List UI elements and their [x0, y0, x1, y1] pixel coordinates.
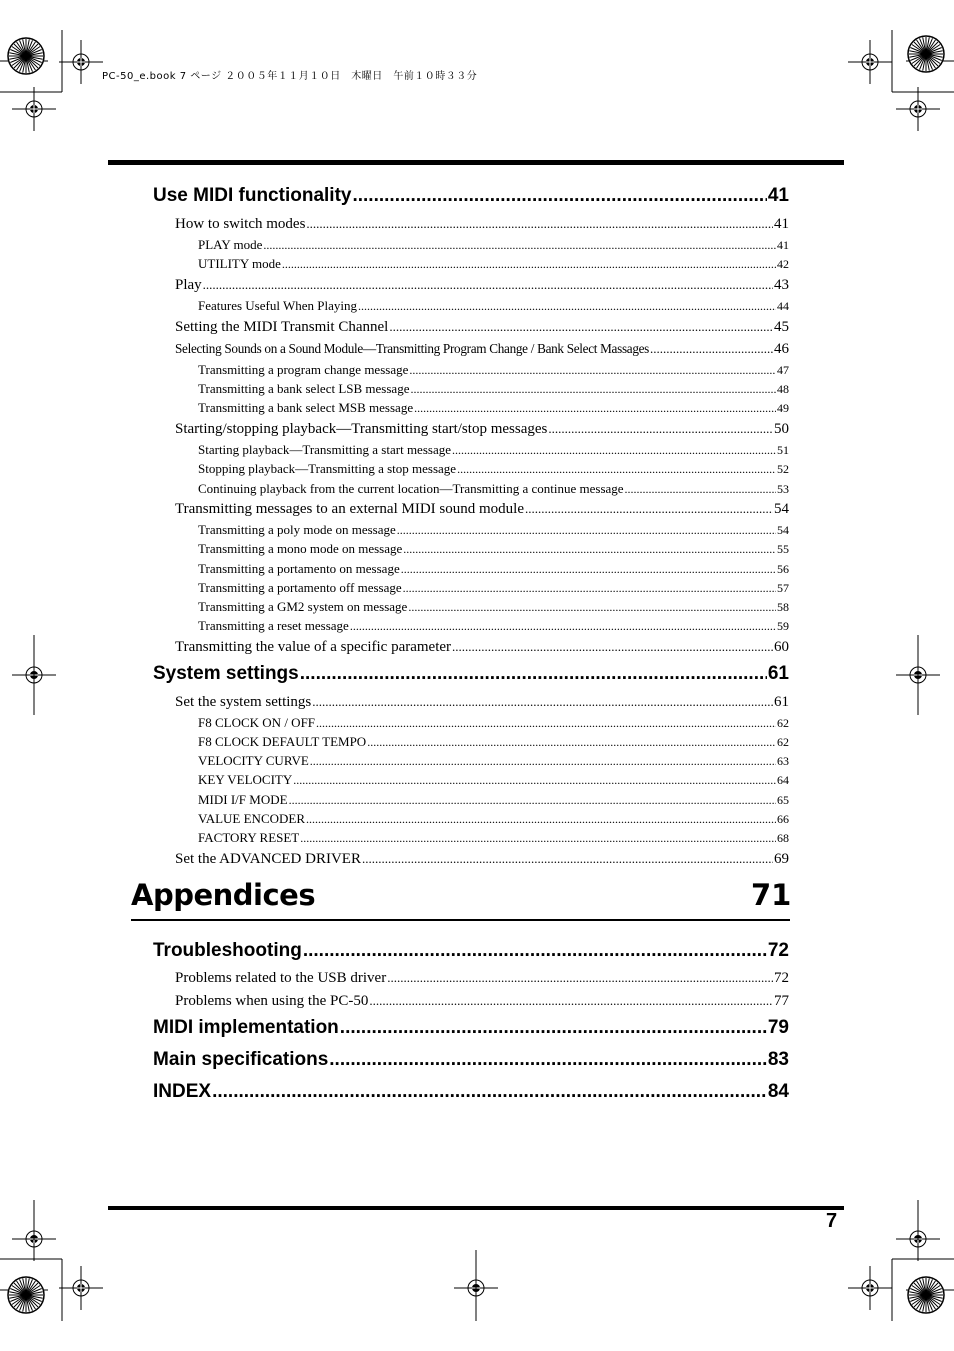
toc-page: 54 — [777, 523, 789, 537]
dot-leader — [403, 581, 776, 596]
dot-leader — [548, 421, 773, 437]
dot-leader — [310, 754, 776, 769]
dot-leader — [452, 639, 773, 655]
toc-entry-midi-if-mode[interactable] — [198, 792, 789, 809]
toc-entry-play-mode[interactable] — [198, 237, 789, 254]
top-rule — [108, 160, 844, 165]
toc-page: 79 — [767, 1017, 789, 1038]
dot-leader — [452, 443, 776, 458]
dot-leader — [316, 716, 776, 731]
toc-label: Transmitting messages to an external MIDI sound module — [175, 501, 524, 517]
toc-entry-bank-select-msb[interactable] — [198, 400, 789, 417]
toc-label: Selecting Sounds on a Sound Module—Transmitting Program Change / Bank Select Massages — [175, 341, 650, 356]
toc-label: UTILITY mode — [198, 256, 281, 271]
dot-leader — [289, 793, 776, 808]
toc-page: 66 — [777, 812, 789, 826]
toc-label: Transmitting a GM2 system on message — [198, 599, 408, 614]
toc-entry-pc50-problems[interactable] — [175, 993, 789, 1012]
toc-page: 57 — [777, 581, 789, 595]
toc-page: 41 — [767, 185, 789, 206]
toc-label: F8 CLOCK DEFAULT TEMPO — [198, 734, 367, 749]
toc-entry-velocity-curve[interactable] — [198, 753, 789, 770]
dot-leader — [312, 694, 773, 710]
dot-leader — [329, 1049, 767, 1071]
toc-label: Use MIDI functionality — [153, 185, 352, 206]
toc-label: VALUE ENCODER — [198, 811, 306, 826]
toc-label: Set the ADVANCED DRIVER — [175, 851, 361, 867]
toc-label: Starting playback—Transmitting a start message — [198, 442, 451, 457]
dot-leader — [303, 940, 767, 962]
dot-leader — [410, 382, 776, 397]
toc-entry-set-system-settings[interactable] — [175, 694, 789, 713]
toc-page: 83 — [767, 1049, 789, 1070]
toc-page: 59 — [777, 619, 789, 633]
toc-page: 52 — [777, 462, 789, 476]
dot-leader — [352, 185, 766, 207]
toc-page: 53 — [777, 482, 789, 496]
toc-page: 63 — [777, 754, 789, 768]
toc-entry-how-to-switch-modes[interactable] — [175, 216, 789, 235]
dot-leader — [340, 1017, 767, 1039]
toc-page: 51 — [777, 443, 789, 457]
toc-entry-main-specifications[interactable] — [153, 1049, 789, 1073]
toc-entry-value-encoder[interactable] — [198, 811, 789, 828]
toc-label: Transmitting a poly mode on message — [198, 522, 396, 537]
toc-entry-stop-message[interactable] — [198, 461, 789, 478]
toc-page: 47 — [777, 363, 789, 377]
toc-page: 72 — [774, 970, 789, 986]
toc-page: 61 — [767, 663, 789, 684]
toc-label: Transmitting a bank select LSB message — [198, 381, 410, 396]
toc-entry-f8-clock-default-tempo[interactable] — [198, 734, 789, 751]
dot-leader — [408, 600, 776, 615]
toc-page: 77 — [774, 993, 789, 1009]
toc-label: INDEX — [153, 1081, 212, 1102]
toc-label: Main specifications — [153, 1049, 329, 1070]
dot-leader — [367, 735, 776, 750]
appendices-title[interactable]: Appendices — [131, 878, 316, 912]
toc-page: 42 — [777, 257, 789, 271]
toc-label: Problems related to the USB driver — [175, 970, 387, 986]
dot-leader — [300, 663, 767, 685]
toc-label: Features Useful When Playing — [198, 298, 357, 313]
toc-page: 49 — [777, 401, 789, 415]
toc-entry-index[interactable] — [153, 1081, 789, 1105]
toc-entry-utility-mode[interactable] — [198, 256, 789, 273]
toc-label: F8 CLOCK ON / OFF — [198, 715, 316, 730]
toc-label: Transmitting a reset message — [198, 618, 349, 633]
toc-entry-program-change[interactable] — [198, 362, 789, 379]
dot-leader — [401, 562, 776, 577]
toc-entry-features-useful[interactable] — [198, 298, 789, 315]
toc-page: 41 — [777, 238, 789, 252]
appendices-page: 71 — [751, 878, 792, 912]
toc-page: 62 — [777, 716, 789, 730]
toc-page: 84 — [767, 1081, 789, 1102]
toc-label: MIDI I/F MODE — [198, 792, 288, 807]
toc-label: Starting/stopping playback—Transmitting start/stop messages — [175, 421, 548, 437]
toc-page: 69 — [774, 851, 789, 867]
toc-label: Play — [175, 277, 202, 293]
toc-page: 50 — [774, 421, 789, 437]
toc-label: MIDI implementation — [153, 1017, 339, 1038]
toc-entry-midi-implementation[interactable] — [153, 1017, 789, 1041]
toc-label: Transmitting a portamento on message — [198, 561, 400, 576]
toc-entry-gm2-system-on[interactable] — [198, 599, 789, 616]
dot-leader — [403, 542, 776, 557]
toc-entry-reset-message[interactable] — [198, 618, 789, 635]
toc-label: Transmitting a mono mode on message — [198, 541, 403, 556]
dot-leader — [457, 462, 776, 477]
dot-leader — [306, 216, 773, 232]
dot-leader — [397, 523, 776, 538]
toc-entry-factory-reset[interactable] — [198, 830, 789, 847]
toc-page: 72 — [767, 940, 789, 961]
toc-page: 60 — [774, 639, 789, 655]
dot-leader — [300, 831, 776, 846]
dot-leader — [389, 319, 773, 335]
page-number: 7 — [826, 1210, 838, 1232]
toc-entry-bank-select-lsb[interactable] — [198, 381, 789, 398]
toc-page: 65 — [777, 793, 789, 807]
toc-entry-selecting-sounds[interactable] — [175, 341, 789, 360]
toc-entry-system-settings[interactable] — [153, 663, 789, 687]
dot-leader — [306, 812, 776, 827]
dot-leader — [203, 277, 773, 293]
toc-page: 61 — [774, 694, 789, 710]
toc-entry-f8-clock-on-off[interactable] — [198, 715, 789, 732]
toc-entry-advanced-driver[interactable] — [175, 851, 789, 870]
toc-label: Problems when using the PC-50 — [175, 993, 369, 1009]
dot-leader — [525, 501, 773, 517]
toc-page: 43 — [774, 277, 789, 293]
dot-leader — [358, 299, 776, 314]
toc-entry-continue-message[interactable] — [198, 481, 789, 498]
toc-label: VELOCITY CURVE — [198, 753, 309, 768]
dot-leader — [414, 401, 776, 416]
print-info-header: PC-50_e.book 7 ページ ２００５年１１月１０日 木曜日 午前１０時３３分 — [102, 71, 478, 82]
dot-leader — [387, 970, 773, 986]
toc-page: 55 — [777, 542, 789, 556]
toc-label: Transmitting a portamento off message — [198, 580, 402, 595]
dot-leader — [362, 851, 773, 867]
toc-label: Continuing playback from the current location—Transmitting a continue message — [198, 481, 624, 496]
appendices-rule — [131, 919, 790, 921]
toc-label: System settings — [153, 663, 299, 684]
toc-label: Troubleshooting — [153, 940, 302, 961]
toc-label: FACTORY RESET — [198, 830, 300, 845]
toc-label: Setting the MIDI Transmit Channel — [175, 319, 389, 335]
toc-entry-portamento-on[interactable] — [198, 561, 789, 578]
toc-entry-external-sound-module[interactable] — [175, 501, 789, 520]
toc-label: Transmitting a program change message — [198, 362, 409, 377]
toc-page: 48 — [777, 382, 789, 396]
toc-page: 68 — [777, 831, 789, 845]
toc-page: 58 — [777, 600, 789, 614]
dot-leader — [282, 257, 776, 272]
toc-label: KEY VELOCITY — [198, 772, 293, 787]
toc-entry-poly-mode[interactable] — [198, 522, 789, 539]
dot-leader — [409, 363, 776, 378]
dot-leader — [212, 1081, 767, 1103]
toc-entry-key-velocity[interactable] — [198, 772, 789, 789]
dot-leader — [263, 238, 776, 253]
toc-label: Stopping playback—Transmitting a stop message — [198, 461, 457, 476]
bottom-rule — [108, 1206, 844, 1210]
toc-page: 41 — [774, 216, 789, 232]
dot-leader — [369, 993, 773, 1009]
dot-leader — [293, 773, 776, 788]
toc-page: 45 — [774, 319, 789, 335]
toc-page: 56 — [777, 562, 789, 576]
toc-label: Set the system settings — [175, 694, 312, 710]
toc-entry-specific-parameter[interactable] — [175, 639, 789, 658]
toc-entry-mono-mode[interactable] — [198, 541, 789, 558]
toc-entry-start-message[interactable] — [198, 442, 789, 459]
toc-page: 62 — [777, 735, 789, 749]
toc-entry-use-midi-functionality[interactable] — [153, 185, 789, 209]
toc-entry-portamento-off[interactable] — [198, 580, 789, 597]
toc-label: Transmitting the value of a specific parameter — [175, 639, 452, 655]
toc-label: How to switch modes — [175, 216, 306, 232]
toc-page: 54 — [774, 501, 789, 517]
toc-page: 46 — [774, 341, 789, 357]
toc-entry-start-stop-playback[interactable] — [175, 421, 789, 440]
toc-label: Transmitting a bank select MSB message — [198, 400, 414, 415]
toc-entry-play[interactable] — [175, 277, 789, 296]
dot-leader — [350, 619, 776, 634]
dot-leader — [625, 482, 776, 497]
toc-entry-midi-transmit-channel[interactable] — [175, 319, 789, 338]
dot-leader — [650, 341, 773, 357]
toc-entry-usb-driver-problems[interactable] — [175, 970, 789, 989]
toc-page: 64 — [777, 773, 789, 787]
toc-page: 44 — [777, 299, 789, 313]
toc-entry-troubleshooting[interactable] — [153, 940, 789, 964]
toc-label: PLAY mode — [198, 237, 263, 252]
